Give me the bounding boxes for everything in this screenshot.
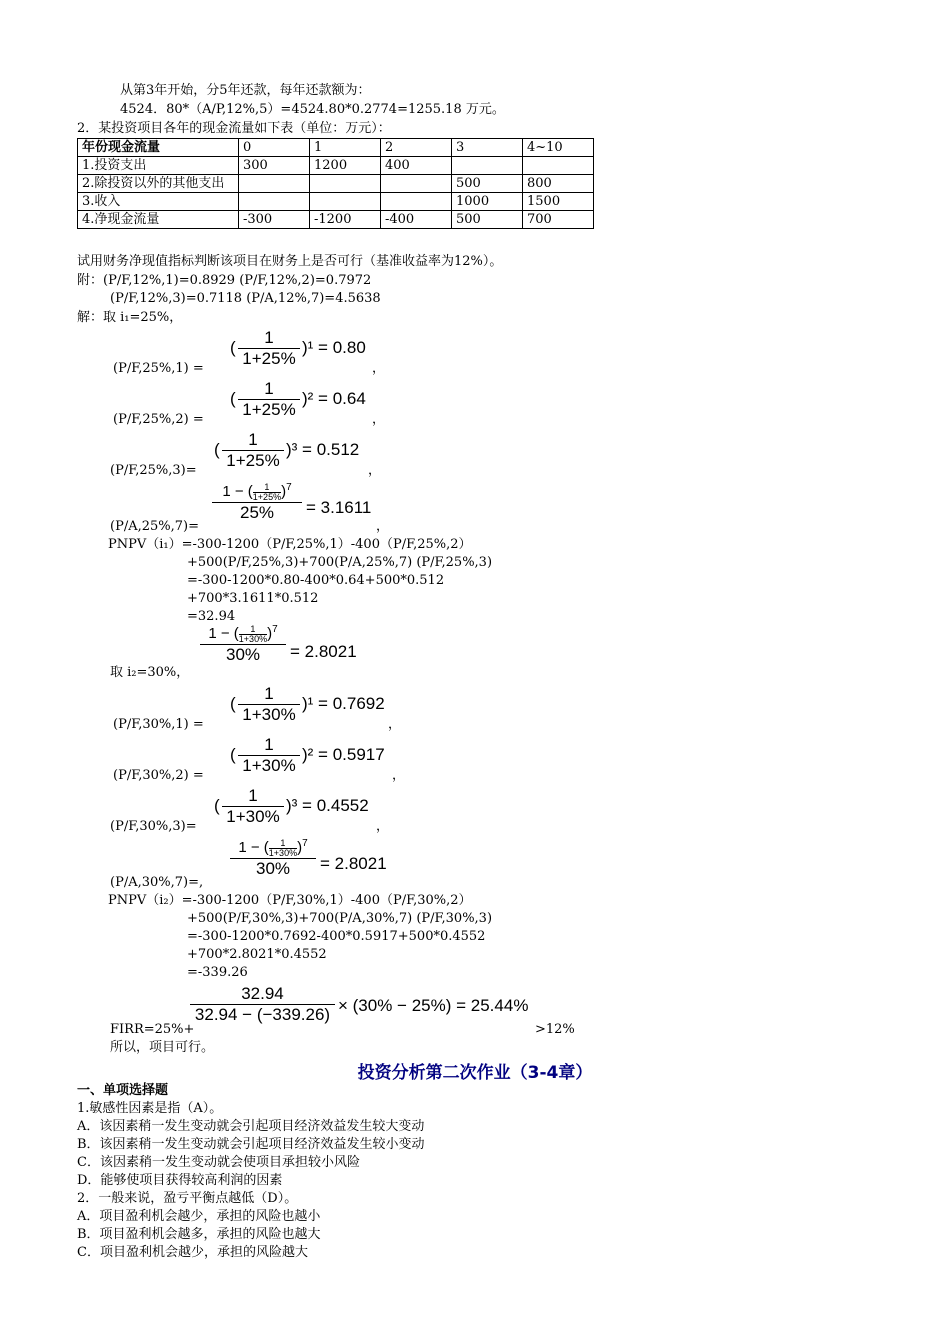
table-cell: 1.投资支出	[78, 157, 239, 175]
table-cell: 700	[523, 211, 594, 229]
pnpv1-line-3: =-300-1200*0.80-400*0.64+500*0.512	[187, 573, 445, 588]
firr-label: FIRR=25%+	[110, 1022, 195, 1037]
comma: ，	[376, 519, 390, 534]
pnpv2-line-2: +500(P/F,30%,3)+700(P/A,30%,7) (P/F,30%,3)	[187, 911, 493, 926]
pnpv2-line-5: =-339.26	[187, 965, 248, 980]
option-line: C．该因素稍一发生变动就会使项目承担较小风险	[77, 1155, 360, 1170]
section-title: 一、单项选择题	[77, 1083, 169, 1098]
table-cell: 400	[381, 157, 452, 175]
table-cell: -1200	[310, 211, 381, 229]
table-cell	[452, 157, 523, 175]
fraction: 1 − ( $\frac{1}{1+25\%}$ )$^7$ 25%	[212, 482, 302, 523]
table-cell: -300	[239, 211, 310, 229]
intro-line-2: 4524．80*（A/P,12%,5）=4524.80*0.2774=1255.18 万元。	[120, 102, 505, 117]
table-cell	[381, 175, 452, 193]
table-cell: 1000	[452, 193, 523, 211]
cash-flow-table	[77, 138, 594, 229]
pnpv1-line-2: +500(P/F,25%,3)+700(P/A,25%,7) (P/F,25%,3)	[187, 555, 493, 570]
pnpv1-line-1: PNPV（i₁）=-300-1200（P/F,25%,1）-400（P/F,25%,2）	[108, 537, 472, 552]
pnpv2-line-3: =-300-1200*0.7692-400*0.5917+500*0.4552	[187, 929, 486, 944]
appendix-line-1: 附：(P/F,12%,1)=0.8929 (P/F,12%,2)=0.7972	[77, 273, 372, 288]
comma: ，	[368, 463, 382, 478]
question-line: 2．一般来说，盈亏平衡点越低（D）。	[77, 1191, 298, 1206]
assignment-heading: 投资分析第二次作业（3-4章）	[357, 1063, 593, 1083]
option-line: B．项目盈利机会越多，承担的风险也越大	[77, 1227, 321, 1242]
table-cell: 4.净现金流量	[78, 211, 239, 229]
table-header-row	[78, 139, 594, 157]
question-line: 1.敏感性因素是指（A）。	[77, 1101, 223, 1116]
question-2-title: 2．某投资项目各年的现金流量如下表（单位：万元）：	[77, 121, 391, 136]
option-line: C．项目盈利机会越少，承担的风险越大	[77, 1245, 308, 1260]
option-line: A．该因素稍一发生变动就会引起项目经济效益发生较大变动	[77, 1119, 425, 1134]
header-cell: 1	[310, 139, 381, 157]
pa25-7-label: (P/A,25%,7)=	[110, 519, 199, 534]
fraction: 1 1+25%	[238, 379, 300, 420]
table-cell	[310, 193, 381, 211]
table-cell	[381, 193, 452, 211]
fraction: 1 1+30%	[238, 684, 300, 725]
table-cell	[239, 193, 310, 211]
comma: ，	[372, 412, 386, 427]
fraction: 1 1+30%	[238, 735, 300, 776]
header-cell: 0	[239, 139, 310, 157]
pf30-1-label: (P/F,30%,1) =	[113, 717, 204, 732]
header-cell: 4~10	[523, 139, 594, 157]
take-i2: 取 i₂=30%，	[110, 665, 190, 680]
pnpv1-line-4: +700*3.1611*0.512	[187, 591, 319, 606]
table-cell	[523, 157, 594, 175]
option-line: B．该因素稍一发生变动就会引起项目经济效益发生较小变动	[77, 1137, 425, 1152]
pa30-7-label: (P/A,30%,7)=,	[110, 875, 204, 890]
table-cell: 300	[239, 157, 310, 175]
pf25-2-label: (P/F,25%,2) =	[113, 412, 204, 427]
comma: ，	[372, 361, 386, 376]
pf30-3-label: (P/F,30%,3)=	[110, 819, 197, 834]
appendix-line-2: (P/F,12%,3)=0.7118 (P/A,12%,7)=4.5638	[110, 291, 381, 306]
fraction: 32.94 32.94 − (−339.26)	[190, 984, 335, 1025]
conclusion: 所以，项目可行。	[110, 1040, 215, 1055]
table-cell: -400	[381, 211, 452, 229]
table-cell: 2.除投资以外的其他支出	[78, 175, 239, 193]
table-cell: 1200	[310, 157, 381, 175]
solution-start: 解：取 i₁=25%，	[77, 310, 183, 325]
table-cell: 3.收入	[78, 193, 239, 211]
table-row	[78, 157, 594, 175]
table-row	[78, 193, 594, 211]
pf25-1-label: (P/F,25%,1) =	[113, 361, 204, 376]
header-cell: 3	[452, 139, 523, 157]
question-text: 试用财务净现值指标判断该项目在财务上是否可行（基准收益率为12%）。	[77, 254, 503, 269]
table-cell	[239, 175, 310, 193]
table-row	[78, 211, 594, 229]
pnpv2-line-4: +700*2.8021*0.4552	[187, 947, 327, 962]
pf25-3-label: (P/F,25%,3)=	[110, 463, 197, 478]
fraction: 1 1+25%	[238, 328, 300, 369]
pf30-2-label: (P/F,30%,2) =	[113, 768, 204, 783]
fraction: 1 1+25%	[222, 430, 284, 471]
intro-line-1: 从第3年开始，分5年还款，每年还款额为：	[120, 83, 371, 98]
pnpv2-line-1: PNPV（i₂）=-300-1200（P/F,30%,1）-400（P/F,30%,2）	[108, 893, 472, 908]
table-cell: 500	[452, 211, 523, 229]
comma: ，	[376, 819, 390, 834]
option-line: A．项目盈利机会越少，承担的风险也越小	[77, 1209, 321, 1224]
comma: ，	[392, 768, 406, 783]
table-cell: 500	[452, 175, 523, 193]
pnpv1-line-5: =32.94	[187, 609, 236, 624]
table-cell: 1500	[523, 193, 594, 211]
fraction: 1 − ( $\frac{1}{1+30\%}$ )$^7$ 30%	[200, 624, 286, 665]
table-cell	[310, 175, 381, 193]
comma: ，	[388, 717, 402, 732]
firr-compare: >12%	[535, 1022, 575, 1037]
table-cell: 800	[523, 175, 594, 193]
option-line: D．能够使项目获得较高利润的因素	[77, 1173, 283, 1188]
header-cell: 2	[381, 139, 452, 157]
fraction: 1 − ( $\frac{1}{1+30\%}$ )$^7$ 30%	[230, 838, 316, 879]
table-row	[78, 175, 594, 193]
header-cell: 年份现金流量	[78, 139, 239, 157]
fraction: 1 1+30%	[222, 786, 284, 827]
